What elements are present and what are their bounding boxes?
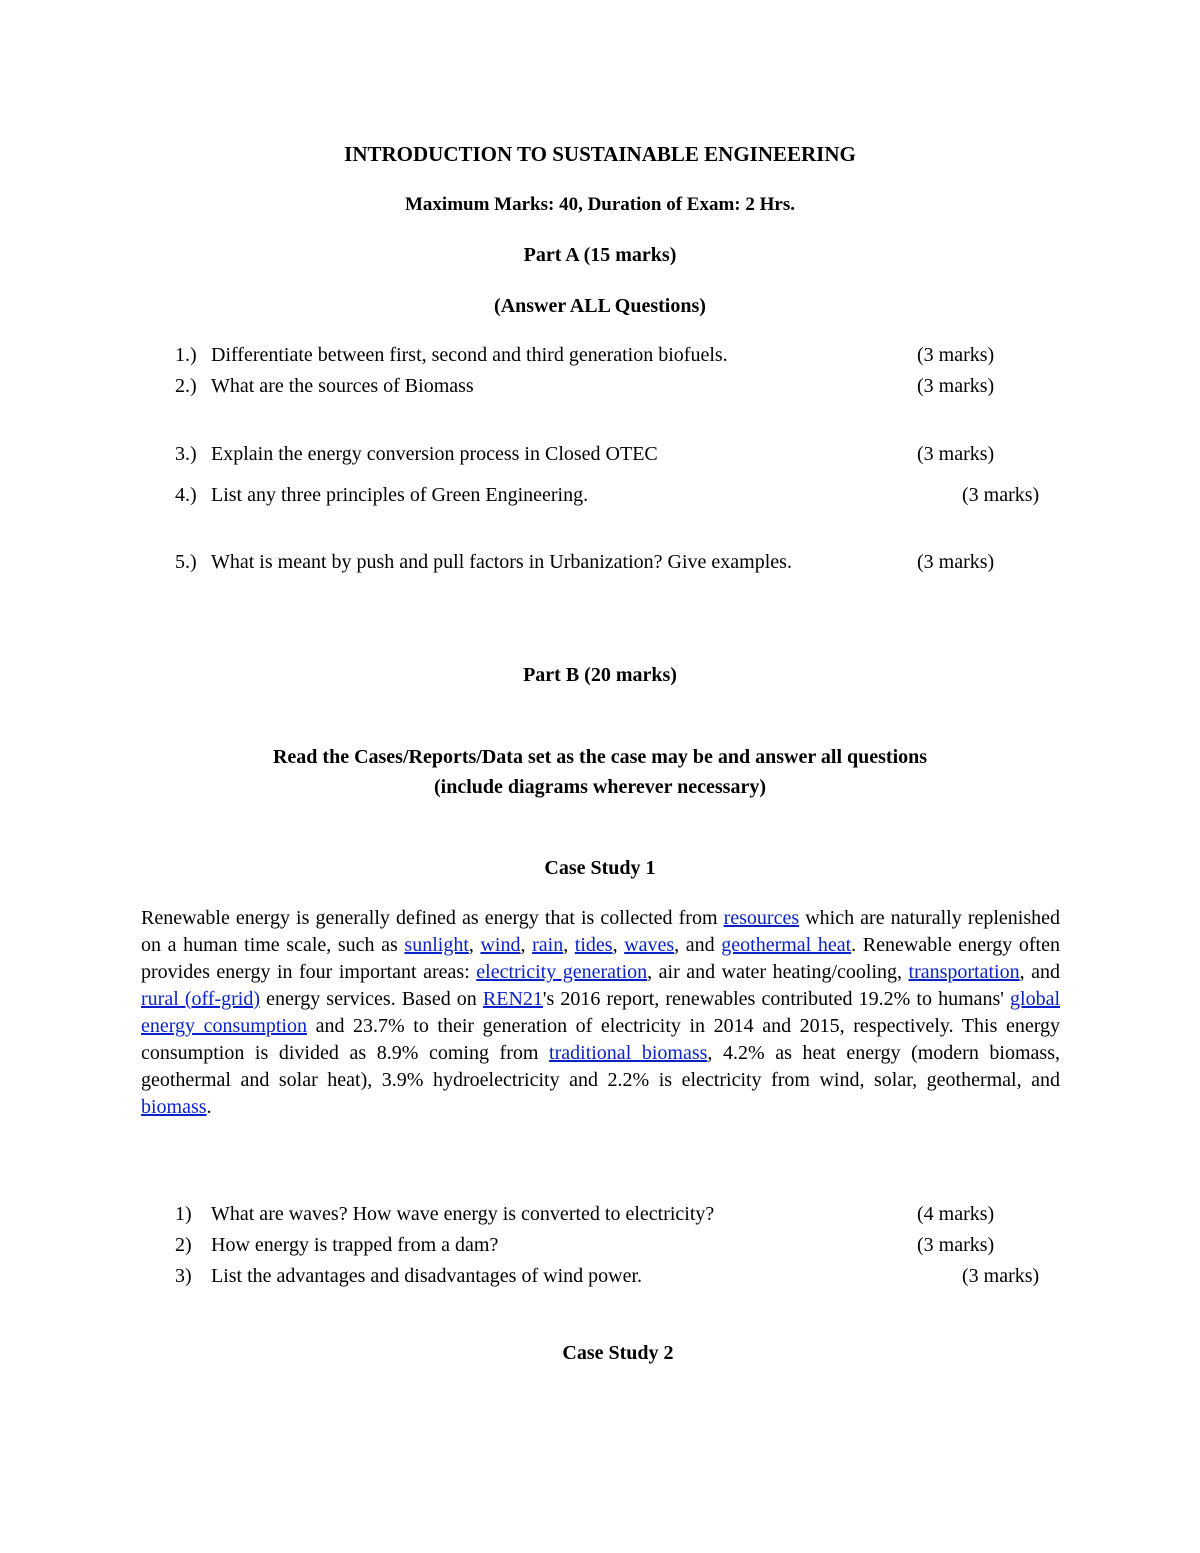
question-marks: (3 marks) xyxy=(962,1265,1040,1287)
question-text: Explain the energy conversion process in Closed OTEC xyxy=(211,443,658,465)
link-wind[interactable]: wind xyxy=(480,934,521,956)
question-marks: (3 marks) xyxy=(917,344,995,366)
link-tides[interactable]: tides xyxy=(574,934,613,956)
part-b-instruction-line-1: Read the Cases/Reports/Data set as the case may be and answer all questions xyxy=(272,746,928,768)
question-text: How energy is trapped from a dam? xyxy=(211,1234,499,1256)
case-study-2-heading: Case Study 2 xyxy=(562,1342,674,1364)
part-a-instruction: (Answer ALL Questions) xyxy=(494,295,706,317)
link-sunlight[interactable]: sunlight xyxy=(404,934,469,956)
case-1-question-3 xyxy=(175,1265,642,1288)
question-number: 5.) xyxy=(175,551,197,573)
question-marks: (4 marks) xyxy=(917,1203,995,1225)
link-biomass[interactable]: biomass xyxy=(141,1096,207,1118)
link-transportation[interactable]: transportation xyxy=(908,961,1020,983)
part-a-question-1 xyxy=(175,344,728,367)
exam-title: INTRODUCTION TO SUSTAINABLE ENGINEERING xyxy=(344,142,856,166)
link-ren21[interactable]: REN21 xyxy=(482,988,543,1010)
question-text: Differentiate between first, second and third generation biofuels. xyxy=(211,344,728,366)
exam-subtitle: Maximum Marks: 40, Duration of Exam: 2 Hrs. xyxy=(405,194,795,215)
question-marks: (3 marks) xyxy=(917,1234,995,1256)
question-marks: (3 marks) xyxy=(962,484,1040,506)
question-text: List the advantages and disadvantages of wind power. xyxy=(211,1265,642,1287)
question-marks: (3 marks) xyxy=(917,551,995,573)
question-number: 4.) xyxy=(175,484,197,506)
question-number: 2.) xyxy=(175,375,197,397)
part-a-question-5 xyxy=(175,551,792,574)
part-a-heading: Part A (15 marks) xyxy=(523,244,677,266)
question-number: 3) xyxy=(175,1265,192,1287)
question-number: 3.) xyxy=(175,443,197,465)
part-a-question-2 xyxy=(175,375,474,398)
part-a-question-4 xyxy=(175,484,588,507)
question-number: 1) xyxy=(175,1203,192,1225)
question-marks: (3 marks) xyxy=(917,375,995,397)
question-text: What is meant by push and pull factors in Urbanization? Give examples. xyxy=(211,551,792,573)
case-1-question-1 xyxy=(175,1203,714,1226)
link-geothermal-heat[interactable]: geothermal heat xyxy=(721,934,852,956)
part-b-instruction-line-2: (include diagrams wherever necessary) xyxy=(434,776,766,798)
link-waves[interactable]: waves xyxy=(624,934,675,956)
link-rain[interactable]: rain xyxy=(532,934,564,956)
link-traditional-biomass[interactable]: traditional biomass xyxy=(549,1042,708,1064)
case-study-1-heading: Case Study 1 xyxy=(544,857,656,879)
link-global-energy-consumption[interactable]: global energy consumption xyxy=(141,988,1061,1037)
question-number: 1.) xyxy=(175,344,197,366)
case-study-1-paragraph: Renewable energy is generally defined as energy that is collected from resources which are naturally replenished on a human time scale, such as sunlight, wind, rain, tides, waves, and geothermal heat. Renewable energy often provides energy in four important areas: electricity generation, air and water heating/cooling, transportation, and rural (off-grid) energy services. Based on REN21's 2016 report, renewables contributed 19.2% to humans' global energy consumption and 23.7% to their generation of electricity in 2014 and 2015, respectively. This energy consumption is divided as 8.9% coming from traditional biomass, 4.2% as heat energy (modern biomass, geothermal and solar heat), 3.9% hydroelectricity and 2.2% is electricity from wind, solar, geothermal, and biomass. xyxy=(141,907,1061,1118)
question-text: List any three principles of Green Engineering. xyxy=(211,484,589,506)
link-resources[interactable]: resources xyxy=(723,907,800,929)
question-text: What are the sources of Biomass xyxy=(211,375,474,397)
question-number: 2) xyxy=(175,1234,192,1256)
question-marks: (3 marks) xyxy=(917,443,995,465)
part-a-question-3 xyxy=(175,443,658,466)
part-b-heading: Part B (20 marks) xyxy=(523,664,677,686)
question-text: What are waves? How wave energy is converted to electricity? xyxy=(211,1203,715,1225)
link-electricity-generation[interactable]: electricity generation xyxy=(476,961,648,983)
case-1-question-2 xyxy=(175,1234,498,1257)
link-rural-off-grid[interactable]: rural (off-grid) xyxy=(141,988,261,1010)
